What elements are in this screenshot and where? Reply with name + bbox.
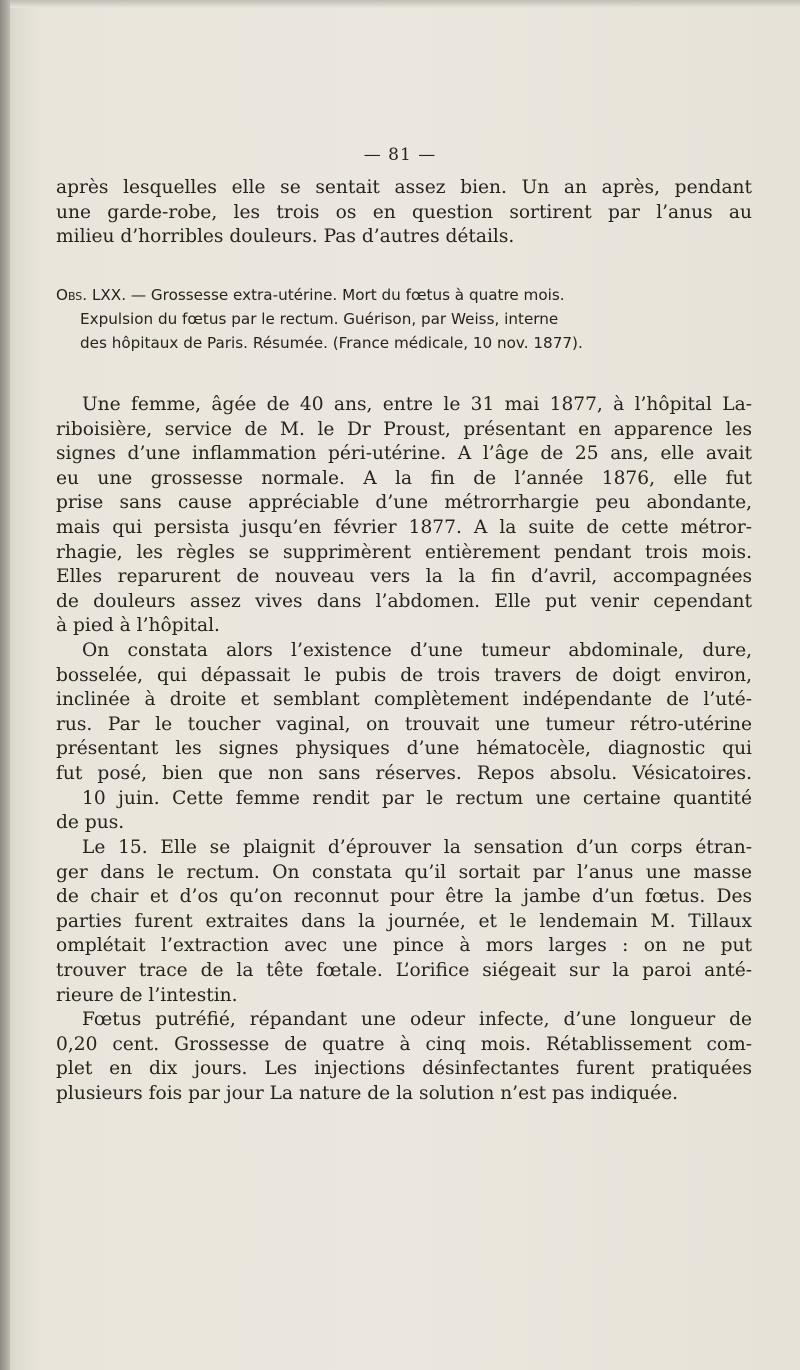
- text-line: après lesquelles elle se sentait assez bien. Un an après, pendant: [56, 177, 752, 198]
- text-line: 0,20 cent. Grossesse de quatre à cinq mois. Rétablissement com-: [56, 1033, 752, 1055]
- text-line: On constata alors l’existence d’une tumeur abdominale, dure,: [82, 640, 752, 661]
- observation-heading: [56, 283, 752, 355]
- observation-title: — Grossesse extra-utérine. Mort du fœtus à quatre mois.: [126, 286, 565, 304]
- body-paragraph-3: [56, 836, 752, 1008]
- text-line: de chair et d’os qu’on reconnut pour être la jambe d’un fœtus. Des: [56, 886, 752, 908]
- text-line: plusieurs fois par jour La nature de la solution n’est pas indiquée.: [56, 1082, 679, 1104]
- observation-line: Expulsion du fœtus par le rectum. Guérison, par Weiss, interne: [80, 310, 559, 328]
- text-line: parties furent extraites dans la journée, et le lendemain M. Tillaux: [56, 910, 752, 932]
- text-line: mais qui persista jusqu’en février 1877. A la suite de cette métror-: [56, 516, 752, 538]
- text-line: eu une grossesse normale. A la fin de l’année 1876, elle fut: [56, 467, 752, 489]
- body-paragraph-4: [56, 1008, 752, 1106]
- text-line: 10 juin. Cette femme rendit par le rectum une certaine quantité: [82, 787, 752, 809]
- text-line: milieu d’horribles douleurs. Pas d’autres détails.: [56, 226, 515, 248]
- text-line: trouver trace de la tête fœtale. L’orifice siégeait sur la paroi anté-: [56, 959, 752, 981]
- text-line: signes d’une inflammation péri-utérine. A l’âge de 25 ans, elle avait: [56, 443, 752, 465]
- text-line: prise sans cause appréciable d’une métrorrhargie peu abondante,: [56, 492, 752, 514]
- text-line: plet en dix jours. Les injections désinfectantes furent pratiquées: [56, 1058, 752, 1080]
- observation-label: Obs. LXX.: [56, 286, 127, 304]
- text-line: riboisière, service de M. le Dr Proust, présentant en apparence les: [56, 418, 752, 440]
- body-paragraph-2: [56, 639, 752, 836]
- observation-line: des hôpitaux de Paris. Résumée. (France médicale, 10 nov. 1877).: [80, 334, 583, 352]
- text-line: à pied à l’hôpital.: [56, 615, 220, 637]
- text-line: présentant les signes physiques d’une hématocèle, diagnostic qui: [56, 738, 752, 760]
- text-line: Une femme, âgée de 40 ans, entre le 31 mai 1877, à l’hôpital La-: [82, 394, 752, 415]
- text-line: rhagie, les règles se supprimèrent entièrement pendant trois mois.: [56, 541, 752, 563]
- text-line: rieure de l’intestin.: [56, 984, 238, 1006]
- text-line: Elles reparurent de nouveau vers la la fin d’avril, accompagnées: [56, 566, 752, 588]
- text-line: de douleurs assez vives dans l’abdomen. Elle put venir cependant: [56, 590, 752, 612]
- text-line: de pus.: [56, 812, 125, 834]
- body-paragraph-1: [56, 393, 752, 639]
- text-line: inclinée à droite et semblant complètement indépendante de l’uté-: [56, 689, 752, 711]
- observation-first-line: [56, 283, 752, 307]
- text-line: ger dans le rectum. On constata qu’il sortait par l’anus une masse: [56, 861, 752, 883]
- binding-edge: [0, 0, 10, 1370]
- text-line: omplétait l’extraction avec une pince à mors larges : on ne put: [56, 935, 752, 957]
- text-line: Le 15. Elle se plaignit d’éprouver la sensation d’un corps étran-: [82, 837, 752, 858]
- text-line: Fœtus putréfié, répandant une odeur infecte, d’une longueur de: [82, 1009, 752, 1030]
- page-top-edge: [0, 0, 800, 8]
- text-line: une garde-robe, les trois os en question sortirent par l’anus au: [56, 201, 752, 223]
- text-line: fut posé, bien que non sans réserves. Repos absolu. Vésicatoires.: [56, 762, 752, 784]
- page-number: — 81 —: [363, 145, 437, 165]
- intro-paragraph: [56, 176, 752, 250]
- text-line: bosselée, qui dépassait le pubis de trois travers de doigt environ,: [56, 664, 752, 686]
- text-line: rus. Par le toucher vaginal, on trouvait une tumeur rétro-utérine: [56, 713, 752, 735]
